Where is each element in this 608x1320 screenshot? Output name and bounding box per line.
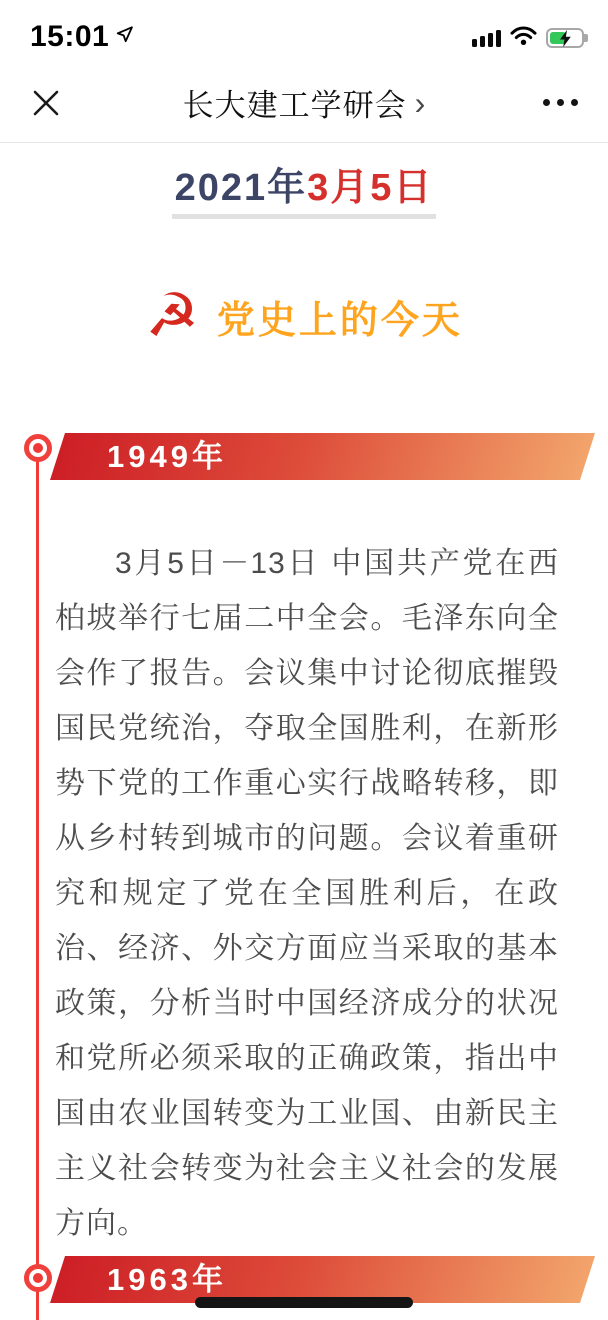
chevron-right-icon: › bbox=[414, 85, 426, 121]
year-label-1949: 1949年 bbox=[107, 439, 227, 474]
location-arrow-icon bbox=[115, 25, 134, 49]
year-label-1963: 1963年 bbox=[107, 1262, 227, 1297]
charging-bolt-icon bbox=[559, 30, 572, 52]
status-bar-right bbox=[472, 26, 584, 50]
account-title: 长大建工学研会 bbox=[182, 87, 407, 123]
date-year-text: 2021年 bbox=[174, 167, 308, 209]
article-date-heading bbox=[0, 168, 608, 219]
clock-text: 15:01 bbox=[30, 20, 110, 53]
party-emblem-icon: ☭ bbox=[145, 282, 199, 349]
more-button[interactable] bbox=[543, 62, 578, 142]
section-body-1949: 3月5日－13日 中国共产党在西柏坡举行七届二中全会。毛泽东向全会作了报告。会议集中讨论彻底摧毁国民党统治，夺取全国胜利，在新形势下党的工作重心实行战略转移，即从乡村转到城市的问题。会议着重研究和规定了党在全国胜利后，在政治、经济、外交方面应当采取的基本政策，分析当时中国经济成分的状况和党所必须采取的正确政策，指出中国由农业国转变为工业国、由新民主主义社会转变为社会主义社会的发展方向。 bbox=[55, 547, 559, 1240]
more-icon bbox=[543, 99, 550, 106]
feature-title-text: 党史上的今天 bbox=[216, 299, 463, 342]
nav-bar bbox=[0, 62, 608, 143]
wifi-icon bbox=[510, 26, 537, 51]
timeline-line bbox=[36, 448, 39, 1320]
date-day-text: 3月5日 bbox=[307, 167, 434, 209]
timeline-dot-icon-1963 bbox=[24, 1264, 52, 1292]
battery-icon bbox=[546, 28, 584, 48]
account-title-link[interactable] bbox=[0, 62, 608, 142]
status-bar-left bbox=[30, 20, 134, 54]
year-banner-1963 bbox=[50, 1256, 595, 1303]
cellular-signal-icon bbox=[472, 29, 501, 47]
timeline-dot-icon-1949 bbox=[24, 434, 52, 462]
home-indicator[interactable] bbox=[195, 1297, 413, 1308]
article-date bbox=[172, 168, 437, 219]
year-banner-1949 bbox=[50, 433, 595, 480]
feature-title-row bbox=[0, 284, 608, 348]
